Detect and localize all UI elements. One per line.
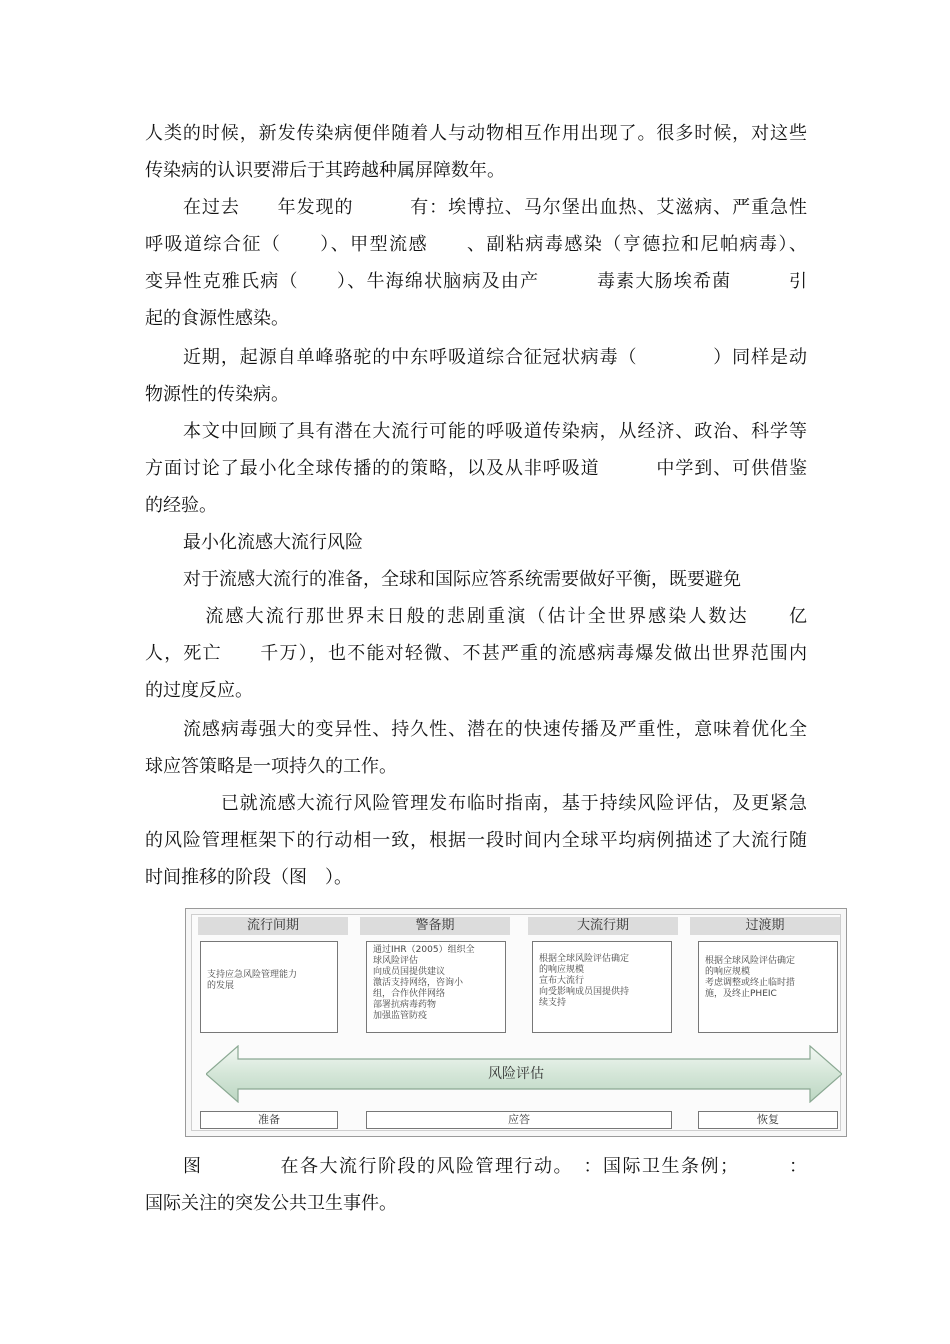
text-line: 物源性的传染病。: [145, 384, 289, 405]
paragraph-pandemic-preparedness: [145, 561, 807, 709]
section-heading: [145, 524, 807, 561]
text-line: 本文中回顾了具有潜在大流行可能的呼吸道传染病，从经济、政治、科学等: [183, 421, 807, 442]
text-line: 已就流感大流行风险管理发布临时指南，基于持续风险评估，及更紧急: [183, 793, 807, 814]
figure-frame: [191, 914, 841, 1131]
text-line: 的风险管理框架下的行动相一致，根据一段时间内全球平均病例描述了大流行随: [145, 830, 807, 851]
phase-header-alert: 警备期: [360, 917, 510, 935]
figure-caption: [145, 1148, 807, 1222]
paragraph-virus-variability: [145, 711, 807, 785]
text-line: 在过去 年发现的 有：埃博拉、马尔堡出血热、艾滋病、严重急性: [183, 197, 807, 218]
phase-header-transition: 过渡期: [690, 917, 840, 935]
heading-text: 最小化流感大流行风险: [183, 532, 363, 553]
text-line: 起的食源性感染。: [145, 308, 289, 329]
text-line: 的经验。: [145, 495, 217, 516]
paragraph-emerging-disease: [145, 115, 807, 189]
phase-box-transition: 根据全球风险评估确定 的响应规模 考虑调整或终止临时措 施，及终止PHEIC: [698, 941, 838, 1033]
text-line: 对于流感大流行的准备，全球和国际应答系统需要做好平衡，既要避免: [183, 569, 741, 590]
text-line: 球应答策略是一项持久的工作。: [145, 756, 397, 777]
phase-box-interpandemic: 支持应急风险管理能力 的发展: [200, 941, 338, 1033]
phase-header-pandemic: 大流行期: [528, 917, 678, 935]
stage-response: 应答: [366, 1111, 672, 1129]
paragraph-review-scope: [145, 413, 807, 524]
text-line: 流感大流行那世界末日般的悲剧重演（估计全世界感染人数达 亿: [145, 606, 807, 627]
paragraph-interim-guidance: [145, 785, 807, 896]
phase-header-interpandemic: 流行间期: [198, 917, 348, 935]
text-line: 呼吸道综合征（ ）、甲型流感 、副粘病毒感染（亨德拉和尼帕病毒）、: [145, 234, 807, 255]
pandemic-phase-figure: [185, 908, 847, 1137]
stage-recovery: 恢复: [698, 1111, 838, 1129]
phase-box-pandemic: 根据全球风险评估确定 的响应规模 宣布大流行 向受影响成员国提供持 续支持: [532, 941, 672, 1033]
arrow-label: 风险评估: [488, 1066, 544, 1082]
paragraph-mers: [145, 339, 807, 413]
text-line: 近期，起源自单峰骆驼的中东呼吸道综合征冠状病毒（ ）同样是动: [183, 347, 807, 368]
text-line: 人类的时候，新发传染病便伴随着人与动物相互作用出现了。很多时候，对这些: [145, 123, 807, 144]
text-line: 方面讨论了最小化全球传播的的策略，以及从非呼吸道 中学到、可供借鉴: [145, 458, 807, 479]
stage-preparedness: 准备: [200, 1111, 338, 1129]
text-line: 的过度反应。: [145, 680, 253, 701]
text-line: 时间推移的阶段（图 ）。: [145, 867, 352, 888]
paragraph-disease-list: [145, 189, 807, 337]
caption-line: 国际关注的突发公共卫生事件。: [145, 1193, 397, 1214]
caption-line: 图 在各大流行阶段的风险管理行动。 ：国际卫生条例； ：: [183, 1156, 807, 1177]
phase-box-alert: 通过IHR（2005）组织全 球风险评估 向成员国提供建议 激活支持网络，咨询小 组，合作伙伴网络 部署抗病毒药物 加强监管防疫: [366, 941, 506, 1033]
text-line: 流感病毒强大的变异性、持久性、潜在的快速传播及严重性，意味着优化全: [183, 719, 807, 740]
text-line: 传染病的认识要滞后于其跨越种属屏障数年。: [145, 160, 505, 181]
text-line: 变异性克雅氏病（ ）、牛海绵状脑病及由产 毒素大肠埃希菌 引: [145, 271, 807, 292]
text-line: 人，死亡 千万），也不能对轻微、不甚严重的流感病毒爆发做出世界范围内: [145, 643, 807, 664]
